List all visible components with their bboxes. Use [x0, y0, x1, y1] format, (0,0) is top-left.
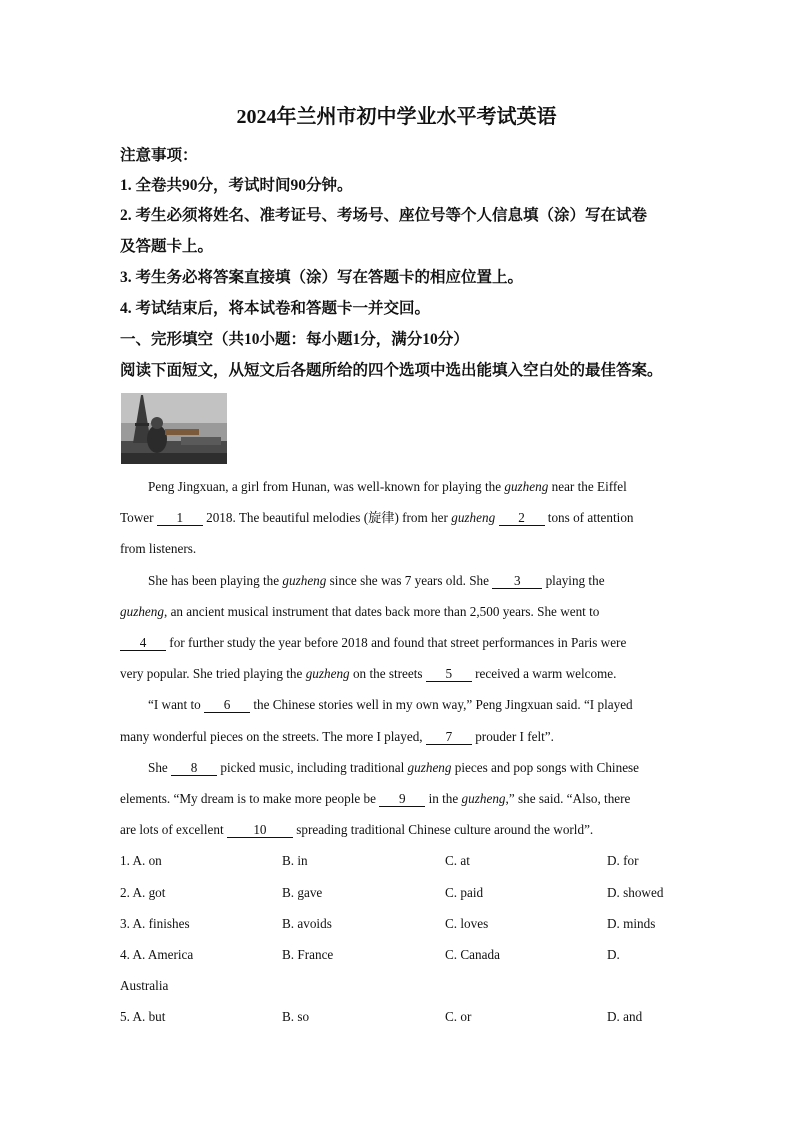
text: tons of attention — [544, 510, 634, 525]
notice-item-1: 1. 全卷共90分，考试时间90分钟。 — [120, 177, 353, 194]
passage-line-12 — [120, 821, 680, 839]
text-italic: guzheng — [504, 479, 549, 494]
eiffel-tower-photo-icon — [121, 393, 227, 464]
text: near the Eiffel — [548, 479, 627, 494]
text: playing the — [542, 573, 605, 588]
blank-6: 6 — [204, 697, 250, 713]
option-1-d: D. for — [607, 853, 639, 868]
passage-line-8 — [148, 696, 708, 714]
text-italic: guzheng — [451, 510, 496, 525]
passage-line-10 — [148, 759, 708, 777]
text: the Chinese stories well in my own way,” Peng Jingxuan said. “I played — [250, 697, 633, 712]
text-italic: guzheng — [120, 604, 164, 619]
option-3-b: B. avoids — [282, 916, 332, 931]
blank-2: 2 — [499, 510, 545, 526]
option-4-d: D. — [607, 947, 620, 962]
blank-4: 4 — [120, 635, 166, 651]
option-4-c: C. Canada — [445, 947, 500, 962]
option-4-a: 4. A. America — [120, 947, 194, 962]
option-5-c: C. or — [445, 1009, 472, 1024]
text: on the streets — [349, 666, 426, 681]
blank-9: 9 — [379, 791, 425, 807]
option-3-a: 3. A. finishes — [120, 916, 190, 931]
option-5-d: D. and — [607, 1009, 643, 1024]
option-2-a: 2. A. got — [120, 885, 166, 900]
option-5-b: B. so — [282, 1009, 310, 1024]
blank-10: 10 — [227, 822, 293, 838]
text: She — [148, 760, 172, 775]
passage-photo — [121, 393, 227, 464]
option-4-b: B. France — [282, 947, 334, 962]
text: for further study the year before 2018 and found that street performances in Paris were — [166, 635, 627, 650]
blank-8: 8 — [171, 760, 217, 776]
option-3-c: C. loves — [445, 916, 489, 931]
text: received a warm welcome. — [471, 666, 617, 681]
passage-line-11 — [120, 790, 680, 808]
notice-item-2-cont: 及答题卡上。 — [120, 238, 214, 255]
text-italic: guzheng — [407, 760, 452, 775]
passage-line-5 — [120, 603, 680, 621]
text: She has been playing the — [148, 573, 283, 588]
blank-7: 7 — [426, 729, 472, 745]
passage-line-1 — [148, 478, 708, 496]
text: Tower — [120, 510, 157, 525]
section-heading: 一、完形填空（共10小题：每小题1分，满分10分） — [120, 331, 469, 348]
option-5-a: 5. A. but — [120, 1009, 166, 1024]
passage-line-4 — [148, 572, 708, 590]
text: many wonderful pieces on the streets. The more I played, — [120, 729, 426, 744]
section-instruction: 阅读下面短文，从短文后各题所给的四个选项中选出能填入空白处的最佳答案。 — [120, 362, 663, 379]
text: spreading traditional Chinese culture around the world”. — [292, 822, 594, 837]
notice-item-3: 3. 考生务必将答案直接填（涂）写在答题卡的相应位置上。 — [120, 269, 524, 286]
option-3-d: D. minds — [607, 916, 656, 931]
option-2-c: C. paid — [445, 885, 484, 900]
passage-line-9 — [120, 728, 680, 746]
text-italic: guzheng — [282, 573, 327, 588]
text-italic: guzheng — [461, 791, 506, 806]
passage-line-3: from listeners. — [120, 541, 197, 556]
blank-3: 3 — [492, 573, 542, 589]
blank-5: 5 — [426, 666, 472, 682]
text: very popular. She tried playing the — [120, 666, 306, 681]
blank-1: 1 — [157, 510, 203, 526]
option-1-c: C. at — [445, 853, 470, 868]
option-1-b: B. in — [282, 853, 308, 868]
text: elements. “My dream is to make more people be — [120, 791, 380, 806]
text: 2018. The beautiful melodies (旋律) from her — [202, 510, 452, 525]
notice-item-2: 2. 考生必须将姓名、准考证号、考场号、座位号等个人信息填（涂）写在试卷 — [120, 207, 648, 224]
text: Peng Jingxuan, a girl from Hunan, was well-known for playing the — [148, 479, 505, 494]
text: picked music, including traditional — [217, 760, 408, 775]
option-1-a: 1. A. on — [120, 853, 162, 868]
option-2-b: B. gave — [282, 885, 323, 900]
option-2-d: D. showed — [607, 885, 664, 900]
text: in the — [425, 791, 462, 806]
text: “I want to — [148, 697, 205, 712]
text: prouder I felt”. — [471, 729, 554, 744]
text: pieces and pop songs with Chinese — [451, 760, 640, 775]
text: ,” she said. “Also, there — [505, 791, 631, 806]
passage-line-6 — [120, 634, 680, 652]
text: since she was 7 years old. She — [326, 573, 493, 588]
notice-item-4: 4. 考试结束后，将本试卷和答题卡一并交回。 — [120, 300, 431, 317]
text-italic: guzheng — [305, 666, 350, 681]
page-title: 2024年兰州市初中学业水平考试英语 — [236, 106, 557, 128]
text: , an ancient musical instrument that dates back more than 2,500 years. She went to — [163, 604, 600, 619]
passage-line-2 — [120, 509, 680, 527]
notice-heading: 注意事项： — [120, 147, 198, 164]
text: are lots of excellent — [120, 822, 227, 837]
passage-line-7 — [120, 665, 680, 683]
option-4-d-text: Australia — [120, 978, 169, 993]
